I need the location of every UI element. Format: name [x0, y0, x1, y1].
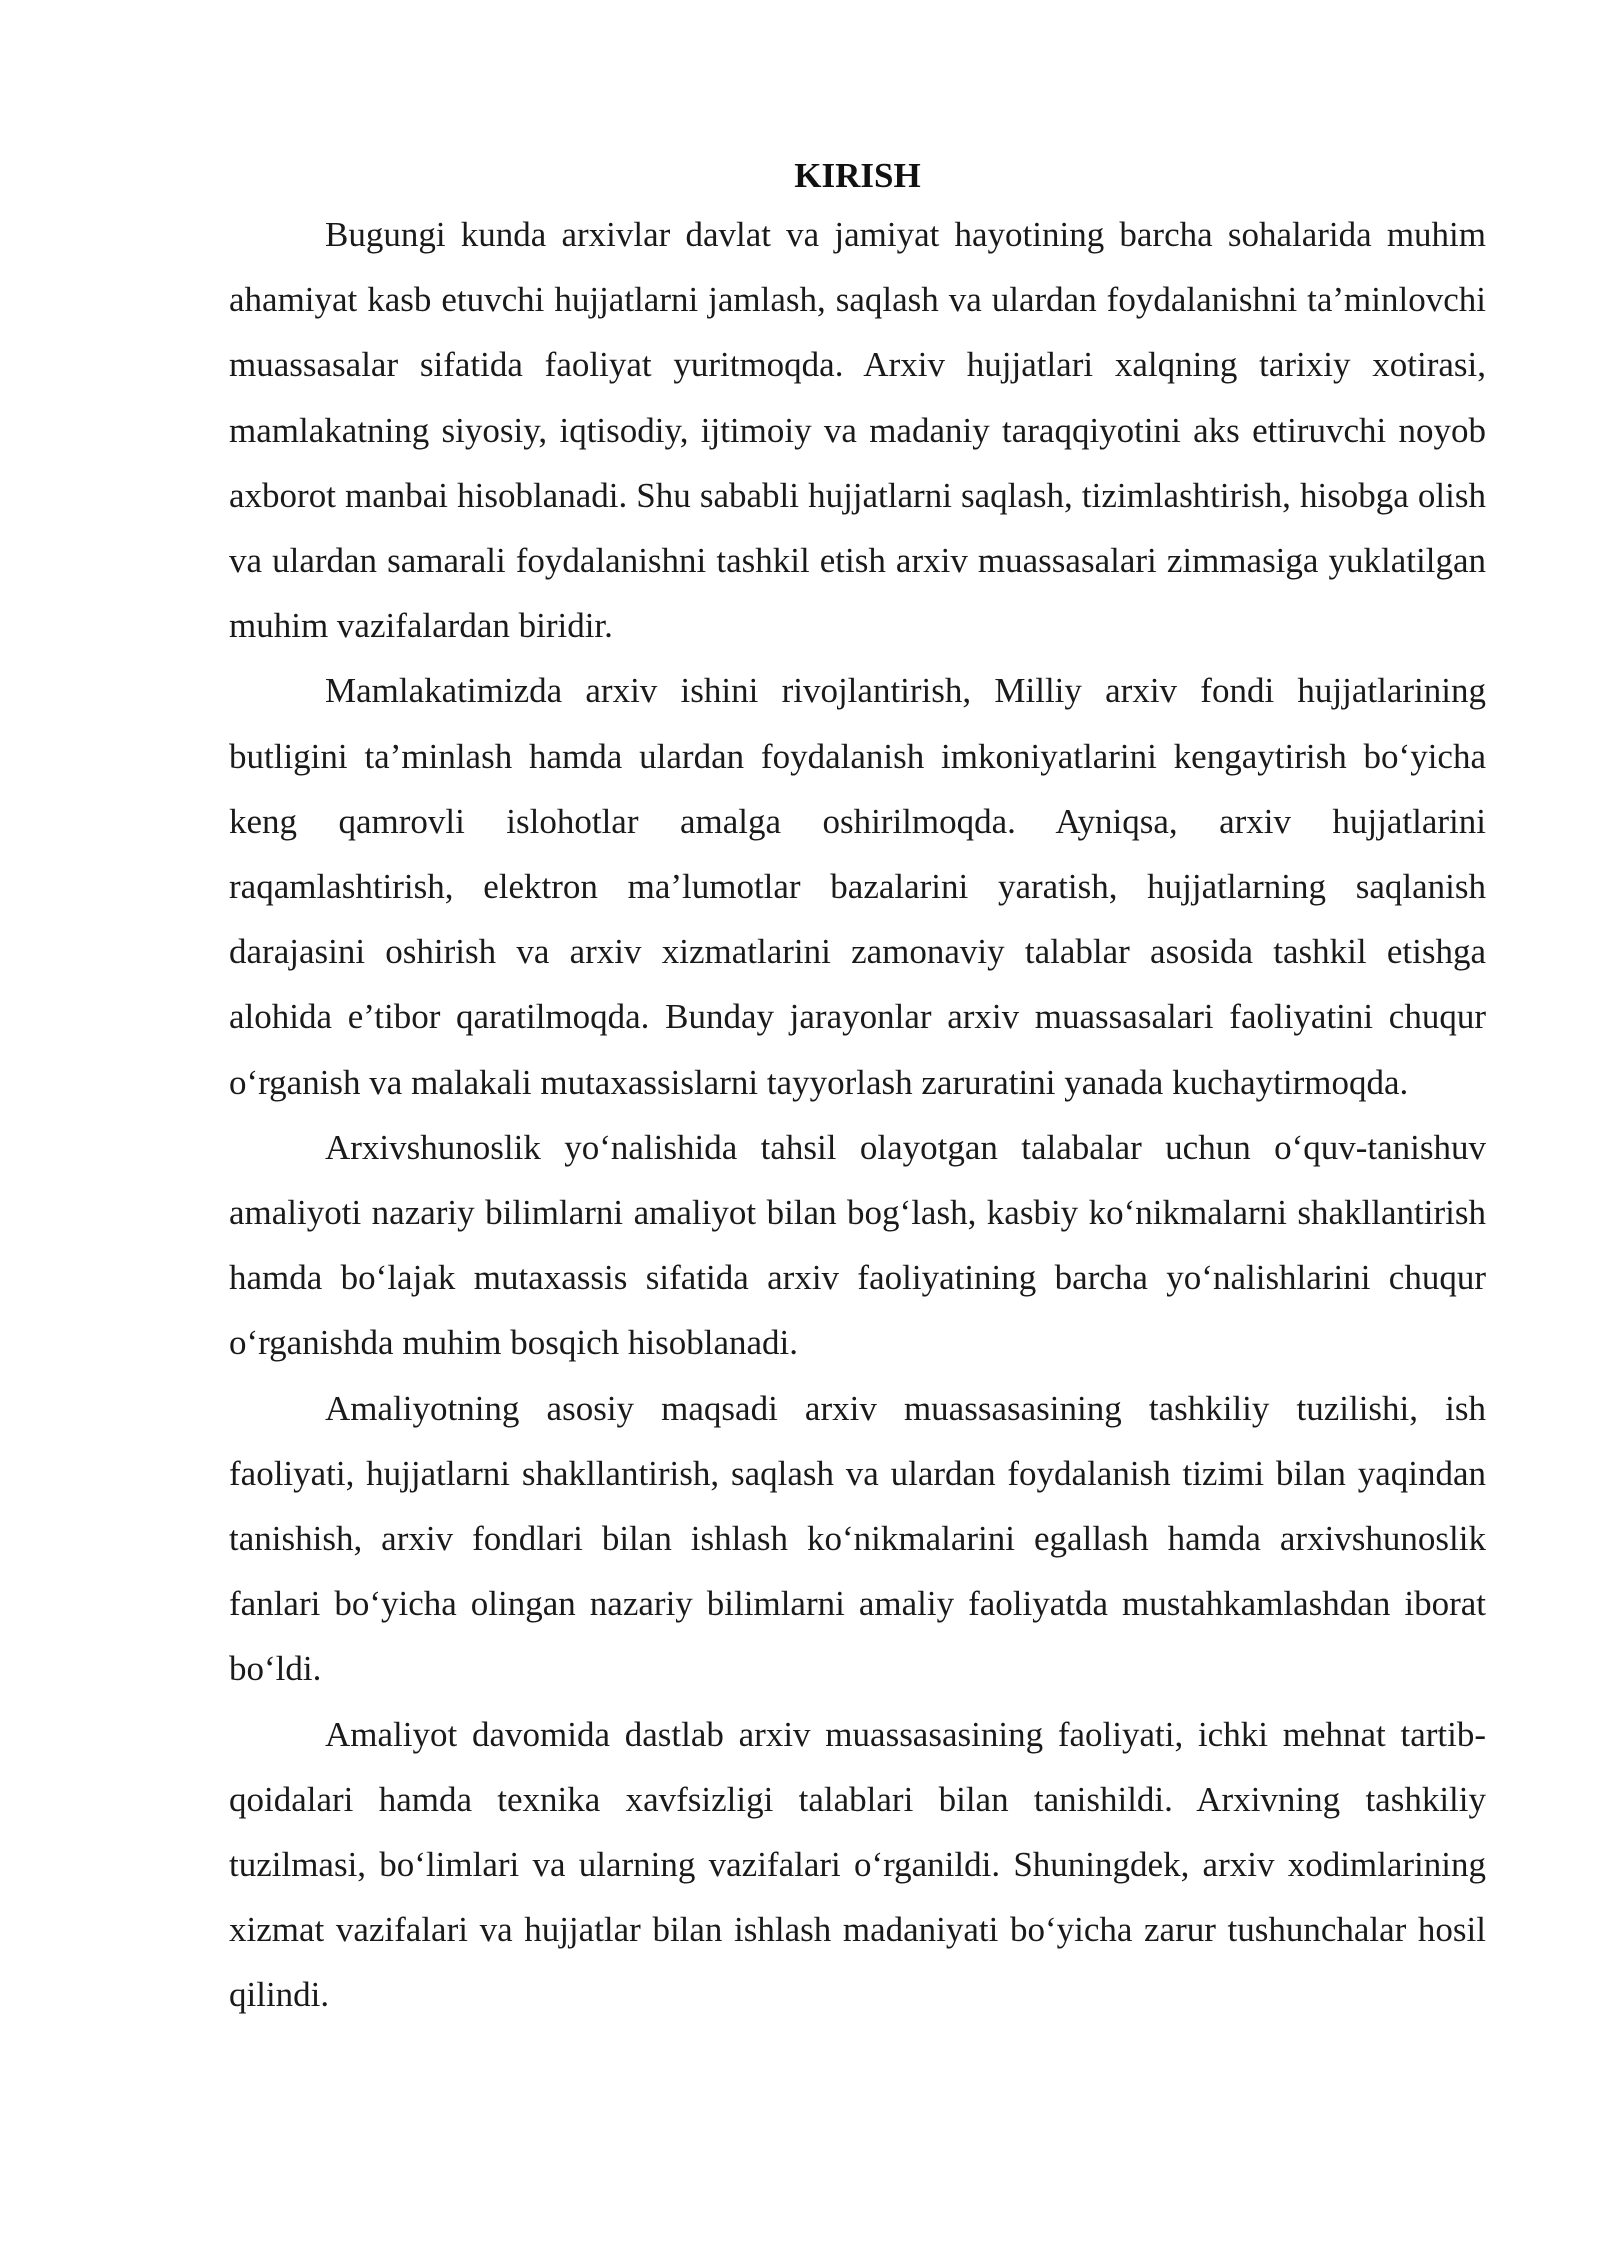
paragraph-1: Bugungi kunda arxivlar davlat va jamiyat hayotining barcha sohalarida muhim ahamiyat kasb etuvchi hujjatlarni jamlash, saqlash va ulardan foydalanishni ta’minlovchi muassasalar sifatida faoliyat yuritmoqda. Arxiv hujjatlari xalqning tarixiy xotirasi, mamlakatning siyosiy, iqtisodiy, ijtimoiy va madaniy taraqqiyotini aks ettiruvchi noyob axborot manbai hisoblanadi. Shu sababli hujjatlarni saqlash, tizimlashtirish, hisobga olish va ulardan samarali foydalanishni tashkil etish arxiv muassasalari zimmasiga yuklatilgan muhim vazifalardan biridir. [229, 215, 1486, 646]
paragraph-2: Mamlakatimizda arxiv ishini rivojlantirish, Milliy arxiv fondi hujjatlarining butligini ta’minlash hamda ulardan foydalanish imkoniyatlarini kengaytirish bo‘yicha keng qamrovli islohotlar amalga oshirilmoqda. Ayniqsa, arxiv hujjatlarini raqamlashtirish, elektron ma’lumotlar bazalarini yaratish, hujjatlarning saqlanish darajasini oshirish va arxiv xizmatlarini zamonaviy talablar asosida tashkil etishga alohida e’tibor qaratilmoqda. Bunday jarayonlar arxiv muassasalari faoliyatini chuqur o‘rganish va malakali mutaxassislarni tayyorlash zaruratini yanada kuchaytirmoqda. [229, 671, 1486, 1102]
section-title: KIRISH [794, 156, 921, 195]
paragraph-5: Amaliyot davomida dastlab arxiv muassasasining faoliyati, ichki mehnat tartib-qoidalari hamda texnika xavfsizligi talablari bilan tanishildi. Arxivning tashkiliy tuzilmasi, bo‘limlari va ularning vazifalari o‘rganildi. Shuningdek, arxiv xodimlarining xizmat vazifalari va hujjatlar bilan ishlash madaniyati bo‘yicha zarur tushunchalar hosil qilindi. [229, 1714, 1486, 2015]
paragraph-4: Amaliyotning asosiy maqsadi arxiv muassasasining tashkiliy tuzilishi, ish faoliyati, hujjatlarni shakllantirish, saqlash va ulardan foydalanish tizimi bilan yaqindan tanishish, arxiv fondlari bilan ishlash ko‘nikmalarini egallash hamda arxivshunoslik fanlari bo‘yicha olingan nazariy bilimlarni amaliy faoliyatda mustahkamlashdan iborat bo‘ldi. [229, 1388, 1486, 1689]
page-content [229, 150, 1486, 2028]
paragraph-3: Arxivshunoslik yo‘nalishida tahsil olayotgan talabalar uchun o‘quv-tanishuv amaliyoti nazariy bilimlarni amaliyot bilan bog‘lash, kasbiy ko‘nikmalarni shakllantirish hamda bo‘lajak mutaxassis sifatida arxiv faoliyatining barcha yo‘nalishlarini chuqur o‘rganishda muhim bosqich hisoblanadi. [229, 1127, 1486, 1363]
